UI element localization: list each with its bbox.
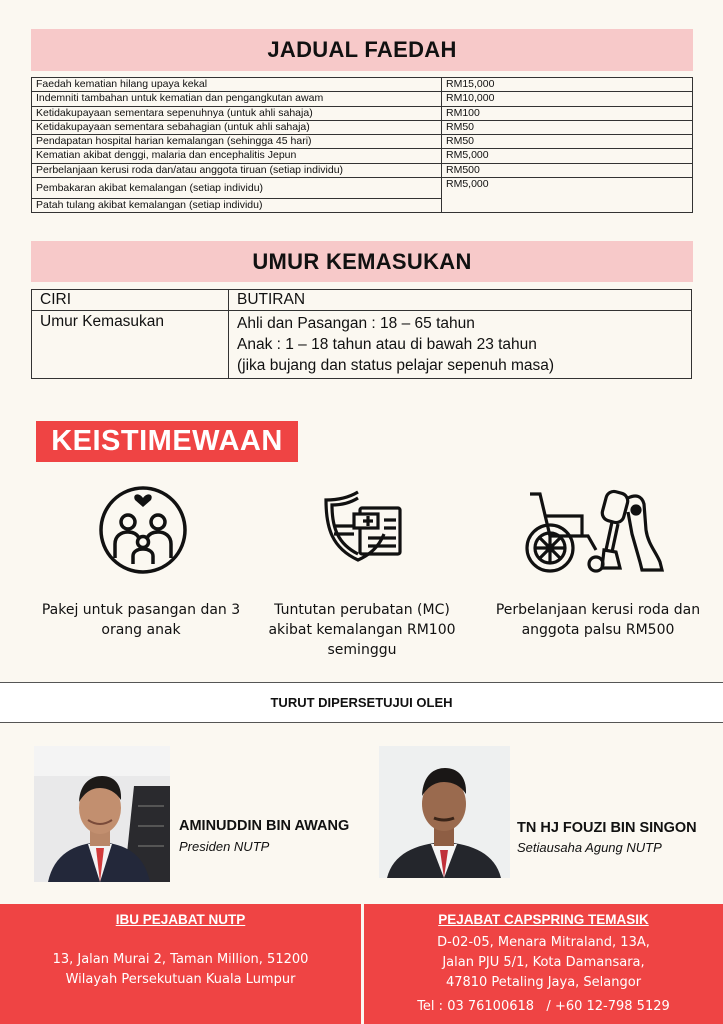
detail-line: (jika bujang dan status pelajar sepenuh masa) bbox=[237, 357, 555, 374]
table-row bbox=[32, 149, 693, 163]
benefit-amount: RM5,000 bbox=[442, 178, 693, 213]
row-label: Umur Kemasukan bbox=[32, 311, 229, 379]
footer-right bbox=[364, 904, 723, 1024]
benefit-amount: RM100 bbox=[442, 106, 693, 120]
address-line: Wilayah Persekutuan Kuala Lumpur bbox=[65, 972, 296, 987]
jadual-faedah-title: JADUAL FAEDAH bbox=[31, 29, 693, 71]
benefit-amount: RM50 bbox=[442, 135, 693, 149]
address-line: 13, Jalan Murai 2, Taman Million, 51200 bbox=[52, 952, 309, 967]
family-icon bbox=[97, 484, 189, 576]
benefits-table bbox=[31, 77, 693, 213]
benefit-amount: RM5,000 bbox=[442, 149, 693, 163]
benefit-label: Faedah kematian hilang upaya kekal bbox=[32, 78, 442, 92]
table-row bbox=[32, 178, 693, 199]
table-row bbox=[32, 92, 693, 106]
benefit-label: Ketidakupayaan sementara sepenuhnya (untuk ahli sahaja) bbox=[32, 106, 442, 120]
endorsement-title: TURUT DIPERSETUJUI OLEH bbox=[0, 682, 723, 722]
footer-left bbox=[0, 904, 361, 1024]
benefit-amount: RM15,000 bbox=[442, 78, 693, 92]
benefit-amount: RM10,000 bbox=[442, 92, 693, 106]
table-row bbox=[32, 78, 693, 92]
avatar bbox=[379, 746, 510, 878]
age-table bbox=[31, 289, 692, 379]
table-row bbox=[32, 163, 693, 177]
address-line: Jalan PJU 5/1, Kota Damansara, bbox=[442, 955, 645, 970]
benefit-label: Indemniti tambahan untuk kematian dan pengangkutan awam bbox=[32, 92, 442, 106]
address-line: 47810 Petaling Jaya, Selangor bbox=[445, 975, 642, 990]
benefit-label: Kematian akibat denggi, malaria dan encephalitis Jepun bbox=[32, 149, 442, 163]
avatar bbox=[34, 746, 170, 882]
benefit-amount: RM500 bbox=[442, 163, 693, 177]
footer-right-title: PEJABAT CAPSPRING TEMASIK bbox=[438, 912, 649, 927]
divider bbox=[0, 682, 723, 683]
table-row bbox=[32, 106, 693, 120]
divider bbox=[0, 722, 723, 723]
feature-caption: Perbelanjaan kerusi roda dan anggota palsu RM500 bbox=[495, 602, 701, 638]
detail-line: Anak : 1 – 18 tahun atau di bawah 23 tahun bbox=[237, 336, 537, 353]
benefit-label: Ketidakupayaan sementara sebahagian (untuk ahli sahaja) bbox=[32, 120, 442, 134]
column-header-ciri: CIRI bbox=[32, 290, 229, 311]
column-header-butiran: BUTIRAN bbox=[229, 290, 692, 311]
table-header-row bbox=[32, 290, 692, 311]
wheelchair-prosthetic-icon bbox=[524, 488, 666, 578]
row-details bbox=[229, 311, 692, 379]
benefit-label: Perbelanjaan kerusi roda dan/atau anggota tiruan (setiap individu) bbox=[32, 163, 442, 177]
medical-shield-icon bbox=[320, 488, 406, 564]
footer-left-title: IBU PEJABAT NUTP bbox=[115, 912, 246, 927]
person-role: Presiden NUTP bbox=[179, 839, 270, 854]
person-role: Setiausaha Agung NUTP bbox=[517, 840, 662, 855]
benefit-label: Pembakaran akibat kemalangan (setiap individu) bbox=[32, 178, 442, 199]
contact-phone: Tel : 03 76100618 / +60 12-798 5129 bbox=[417, 999, 670, 1014]
keistimewaan-title: KEISTIMEWAAN bbox=[36, 421, 298, 462]
table-row bbox=[32, 120, 693, 134]
benefit-label: Pendapatan hospital harian kemalangan (sehingga 45 hari) bbox=[32, 135, 442, 149]
table-row bbox=[32, 311, 692, 379]
feature-caption: Pakej untuk pasangan dan 3 orang anak bbox=[41, 602, 241, 638]
person-name: TN HJ FOUZI BIN SINGON bbox=[517, 820, 697, 836]
detail-line: Ahli dan Pasangan : 18 – 65 tahun bbox=[237, 315, 475, 332]
table-row bbox=[32, 135, 693, 149]
address-line: D-02-05, Menara Mitraland, 13A, bbox=[437, 935, 650, 950]
person-name: AMINUDDIN BIN AWANG bbox=[179, 818, 350, 834]
benefit-label: Patah tulang akibat kemalangan (setiap individu) bbox=[32, 199, 442, 213]
benefit-amount: RM50 bbox=[442, 120, 693, 134]
feature-caption: Tuntutan perubatan (MC) akibat kemalangan RM100 seminggu bbox=[268, 602, 456, 658]
umur-kemasukan-title: UMUR KEMASUKAN bbox=[31, 241, 693, 282]
